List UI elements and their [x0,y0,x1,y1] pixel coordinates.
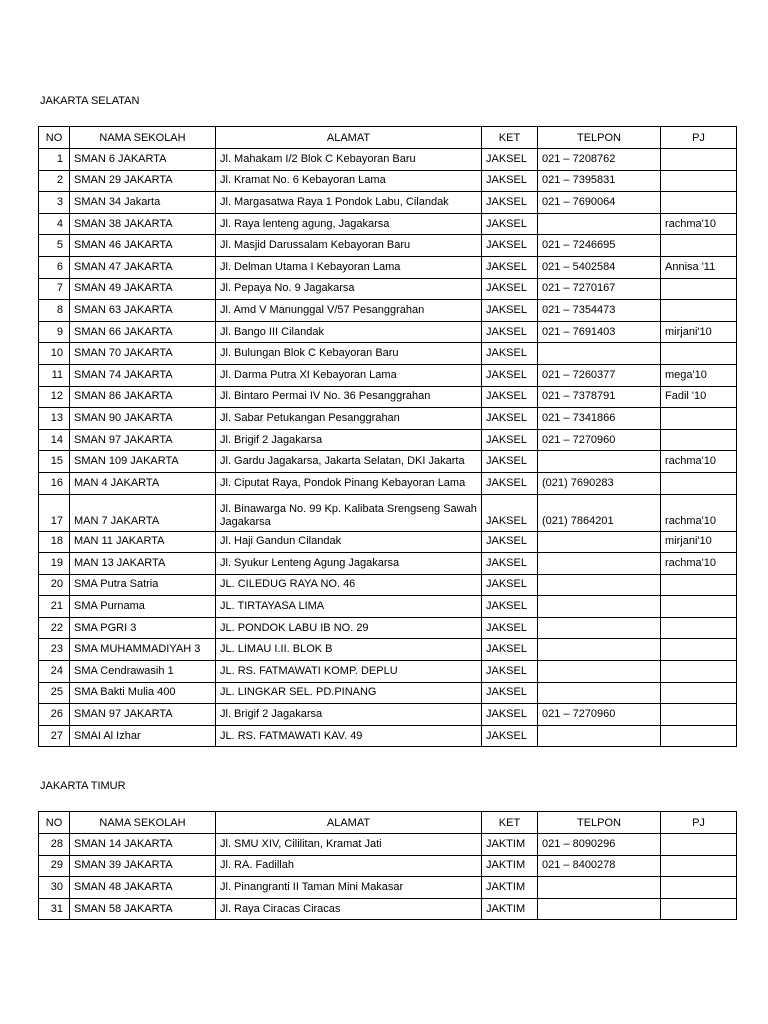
cell-no: 28 [39,834,70,856]
cell-nama-sekolah: SMAN 63 JAKARTA [70,300,216,322]
cell-telpon [538,343,661,365]
table-row [39,682,737,704]
header-ket: KET [482,127,538,149]
cell-pj [661,170,737,192]
cell-alamat: Jl. Ciputat Raya, Pondok Pinang Kebayoran Lama [216,472,482,494]
cell-ket: JAKTIM [482,877,538,899]
cell-pj [661,834,737,856]
cell-nama-sekolah: SMA Bakti Mulia 400 [70,682,216,704]
cell-nama-sekolah: SMA MUHAMMADIYAH 3 [70,639,216,661]
schools-table-jakarta-selatan [38,126,737,747]
cell-alamat: Jl. Syukur Lenteng Agung Jagakarsa [216,553,482,575]
cell-ket: JAKTIM [482,834,538,856]
cell-nama-sekolah: SMAN 58 JAKARTA [70,898,216,920]
cell-no: 10 [39,343,70,365]
cell-nama-sekolah: SMAN 109 JAKARTA [70,451,216,473]
cell-nama-sekolah: MAN 7 JAKARTA [70,494,216,531]
cell-alamat: Jl. Bintaro Permai IV No. 36 Pesanggrahan [216,386,482,408]
cell-ket: JAKSEL [482,278,538,300]
cell-pj [661,617,737,639]
cell-telpon: (021) 7864201 [538,494,661,531]
cell-alamat: Jl. Masjid Darussalam Kebayoran Baru [216,235,482,257]
cell-telpon [538,877,661,899]
cell-alamat: JL. CILEDUG RAYA NO. 46 [216,574,482,596]
cell-ket: JAKSEL [482,494,538,531]
cell-pj [661,429,737,451]
cell-ket: JAKSEL [482,617,538,639]
cell-no: 3 [39,192,70,214]
cell-pj: rachma'10 [661,494,737,531]
cell-nama-sekolah: SMA PGRI 3 [70,617,216,639]
cell-pj [661,898,737,920]
cell-no: 17 [39,494,70,531]
cell-no: 25 [39,682,70,704]
cell-alamat: JL. LINGKAR SEL. PD.PINANG [216,682,482,704]
cell-nama-sekolah: MAN 4 JAKARTA [70,472,216,494]
table-row [39,256,737,278]
cell-nama-sekolah: SMAN 39 JAKARTA [70,855,216,877]
cell-alamat: JL. RS. FATMAWATI KOMP. DEPLU [216,661,482,683]
cell-pj [661,235,737,257]
cell-telpon [538,639,661,661]
cell-nama-sekolah: SMAN 48 JAKARTA [70,877,216,899]
cell-pj [661,300,737,322]
table-row [39,639,737,661]
cell-ket: JAKSEL [482,661,538,683]
cell-alamat: Jl. Raya lenteng agung, Jagakarsa [216,213,482,235]
cell-telpon: 021 – 7246695 [538,235,661,257]
cell-telpon [538,596,661,618]
cell-telpon [538,617,661,639]
cell-telpon: (021) 7690283 [538,472,661,494]
cell-no: 9 [39,321,70,343]
header-no: NO [39,127,70,149]
table-row [39,343,737,365]
cell-ket: JAKSEL [482,235,538,257]
cell-alamat: Jl. Kramat No. 6 Kebayoran Lama [216,170,482,192]
cell-no: 7 [39,278,70,300]
header-no: NO [39,812,70,834]
header-pj: PJ [661,127,737,149]
cell-nama-sekolah: SMAN 74 JAKARTA [70,364,216,386]
cell-no: 27 [39,725,70,747]
cell-nama-sekolah: MAN 11 JAKARTA [70,531,216,553]
cell-telpon [538,553,661,575]
cell-telpon [538,682,661,704]
cell-no: 4 [39,213,70,235]
cell-nama-sekolah: SMA Cendrawasih 1 [70,661,216,683]
cell-ket: JAKSEL [482,213,538,235]
cell-telpon [538,898,661,920]
cell-alamat: Jl. Pinangranti II Taman Mini Makasar [216,877,482,899]
table-row [39,725,737,747]
cell-telpon [538,213,661,235]
cell-alamat: Jl. Haji Gandun Cilandak [216,531,482,553]
cell-telpon: 021 – 7691403 [538,321,661,343]
cell-ket: JAKSEL [482,192,538,214]
cell-telpon [538,725,661,747]
cell-nama-sekolah: SMAN 34 Jakarta [70,192,216,214]
cell-telpon: 021 – 7341866 [538,408,661,430]
cell-nama-sekolah: SMAN 29 JAKARTA [70,170,216,192]
cell-nama-sekolah: SMAN 38 JAKARTA [70,213,216,235]
cell-pj [661,661,737,683]
cell-no: 29 [39,855,70,877]
cell-telpon [538,574,661,596]
table-row [39,278,737,300]
cell-no: 23 [39,639,70,661]
cell-telpon: 021 – 7395831 [538,170,661,192]
cell-telpon: 021 – 7270960 [538,429,661,451]
table-row [39,596,737,618]
cell-nama-sekolah: SMAN 97 JAKARTA [70,429,216,451]
cell-nama-sekolah: SMAN 46 JAKARTA [70,235,216,257]
table-row [39,213,737,235]
table-row [39,531,737,553]
cell-pj [661,343,737,365]
section-title-jakarta-selatan: JAKARTA SELATAN [40,95,140,107]
cell-telpon: 021 – 7270167 [538,278,661,300]
table-row [39,192,737,214]
cell-nama-sekolah: SMA Putra Satria [70,574,216,596]
cell-no: 11 [39,364,70,386]
table-row [39,170,737,192]
section-title-jakarta-timur: JAKARTA TIMUR [40,780,126,792]
cell-telpon: 021 – 7260377 [538,364,661,386]
cell-pj: Fadil '10 [661,386,737,408]
schools-table-jakarta-timur [38,811,737,920]
cell-telpon [538,451,661,473]
cell-telpon: 021 – 7270960 [538,704,661,726]
cell-no: 31 [39,898,70,920]
header-nama-sekolah: NAMA SEKOLAH [70,127,216,149]
table-row [39,617,737,639]
cell-nama-sekolah: MAN 13 JAKARTA [70,553,216,575]
cell-no: 22 [39,617,70,639]
cell-alamat: Jl. Darma Putra XI Kebayoran Lama [216,364,482,386]
cell-alamat: Jl. Amd V Manunggal V/57 Pesanggrahan [216,300,482,322]
header-telpon: TELPON [538,127,661,149]
cell-no: 6 [39,256,70,278]
cell-ket: JAKSEL [482,574,538,596]
cell-nama-sekolah: SMAN 90 JAKARTA [70,408,216,430]
cell-nama-sekolah: SMA Purnama [70,596,216,618]
cell-no: 12 [39,386,70,408]
cell-ket: JAKSEL [482,170,538,192]
cell-ket: JAKSEL [482,256,538,278]
table-header-row [39,127,737,149]
cell-telpon: 021 – 7354473 [538,300,661,322]
cell-pj [661,408,737,430]
cell-ket: JAKSEL [482,704,538,726]
cell-alamat: JL. LIMAU I.II. BLOK B [216,639,482,661]
table-row [39,429,737,451]
cell-pj [661,682,737,704]
cell-alamat: Jl. Mahakam I/2 Blok C Kebayoran Baru [216,149,482,171]
table-row [39,321,737,343]
cell-alamat: JL. RS. FATMAWATI KAV. 49 [216,725,482,747]
cell-pj: mirjani'10 [661,531,737,553]
cell-pj [661,725,737,747]
cell-nama-sekolah: SMAN 49 JAKARTA [70,278,216,300]
cell-nama-sekolah: SMAN 86 JAKARTA [70,386,216,408]
table-row [39,408,737,430]
cell-ket: JAKSEL [482,300,538,322]
cell-alamat: Jl. Margasatwa Raya 1 Pondok Labu, Cilandak [216,192,482,214]
table-row [39,898,737,920]
cell-pj [661,639,737,661]
cell-no: 15 [39,451,70,473]
cell-nama-sekolah: SMAN 66 JAKARTA [70,321,216,343]
cell-nama-sekolah: SMAN 97 JAKARTA [70,704,216,726]
cell-no: 2 [39,170,70,192]
table-row [39,494,737,531]
cell-no: 18 [39,531,70,553]
cell-no: 30 [39,877,70,899]
cell-alamat: JL. TIRTAYASA LIMA [216,596,482,618]
cell-telpon [538,531,661,553]
cell-alamat: Jl. RA. Fadillah [216,855,482,877]
cell-alamat: Jl. Delman Utama I Kebayoran Lama [216,256,482,278]
cell-no: 8 [39,300,70,322]
cell-alamat: Jl. Binawarga No. 99 Kp. Kalibata Srengseng Sawah Jagakarsa [216,494,482,531]
cell-pj [661,278,737,300]
cell-alamat: Jl. Bulungan Blok C Kebayoran Baru [216,343,482,365]
header-alamat: ALAMAT [216,127,482,149]
header-alamat: ALAMAT [216,812,482,834]
table-row [39,553,737,575]
table-row [39,574,737,596]
table-row [39,855,737,877]
cell-pj [661,704,737,726]
cell-pj [661,596,737,618]
cell-ket: JAKSEL [482,386,538,408]
cell-ket: JAKSEL [482,553,538,575]
cell-ket: JAKTIM [482,855,538,877]
cell-telpon: 021 – 5402584 [538,256,661,278]
cell-telpon [538,661,661,683]
cell-ket: JAKTIM [482,898,538,920]
cell-telpon: 021 – 7378791 [538,386,661,408]
cell-alamat: Jl. Sabar Petukangan Pesanggrahan [216,408,482,430]
cell-no: 21 [39,596,70,618]
table-row [39,661,737,683]
cell-alamat: Jl. Bango III Cilandak [216,321,482,343]
cell-no: 16 [39,472,70,494]
cell-pj [661,574,737,596]
cell-pj [661,149,737,171]
cell-alamat: Jl. Pepaya No. 9 Jagakarsa [216,278,482,300]
cell-ket: JAKSEL [482,451,538,473]
cell-no: 13 [39,408,70,430]
cell-ket: JAKSEL [482,531,538,553]
cell-no: 24 [39,661,70,683]
cell-pj: mirjani'10 [661,321,737,343]
cell-alamat: JL. PONDOK LABU IB NO. 29 [216,617,482,639]
table-row [39,834,737,856]
cell-nama-sekolah: SMAN 70 JAKARTA [70,343,216,365]
table-row [39,364,737,386]
cell-alamat: Jl. Brigif 2 Jagakarsa [216,429,482,451]
cell-pj: mega'10 [661,364,737,386]
cell-no: 19 [39,553,70,575]
cell-alamat: Jl. Raya Ciracas Ciracas [216,898,482,920]
cell-ket: JAKSEL [482,408,538,430]
table-row [39,386,737,408]
cell-nama-sekolah: SMAN 47 JAKARTA [70,256,216,278]
table-row [39,472,737,494]
cell-telpon: 021 – 7690064 [538,192,661,214]
cell-ket: JAKSEL [482,364,538,386]
cell-pj [661,855,737,877]
table-header-row [39,812,737,834]
cell-telpon: 021 – 8400278 [538,855,661,877]
table-row [39,149,737,171]
cell-ket: JAKSEL [482,472,538,494]
table-row [39,877,737,899]
cell-ket: JAKSEL [482,321,538,343]
table-row [39,235,737,257]
cell-telpon: 021 – 7208762 [538,149,661,171]
cell-alamat: Jl. Gardu Jagakarsa, Jakarta Selatan, DKI Jakarta [216,451,482,473]
table-row [39,451,737,473]
table-row [39,300,737,322]
cell-ket: JAKSEL [482,596,538,618]
cell-pj: rachma'10 [661,213,737,235]
cell-ket: JAKSEL [482,725,538,747]
cell-pj: rachma'10 [661,553,737,575]
cell-no: 20 [39,574,70,596]
cell-ket: JAKSEL [482,682,538,704]
cell-pj: Annisa '11 [661,256,737,278]
header-pj: PJ [661,812,737,834]
cell-nama-sekolah: SMAN 6 JAKARTA [70,149,216,171]
cell-no: 14 [39,429,70,451]
cell-no: 5 [39,235,70,257]
cell-ket: JAKSEL [482,149,538,171]
cell-alamat: Jl. SMU XIV, Cililitan, Kramat Jati [216,834,482,856]
cell-pj [661,472,737,494]
cell-ket: JAKSEL [482,429,538,451]
cell-pj [661,877,737,899]
cell-no: 26 [39,704,70,726]
cell-alamat: Jl. Brigif 2 Jagakarsa [216,704,482,726]
header-ket: KET [482,812,538,834]
cell-ket: JAKSEL [482,639,538,661]
cell-nama-sekolah: SMAN 14 JAKARTA [70,834,216,856]
cell-no: 1 [39,149,70,171]
cell-pj: rachma'10 [661,451,737,473]
cell-pj [661,192,737,214]
cell-ket: JAKSEL [482,343,538,365]
cell-nama-sekolah: SMAI Al Izhar [70,725,216,747]
table-row [39,704,737,726]
cell-telpon: 021 – 8090296 [538,834,661,856]
header-nama-sekolah: NAMA SEKOLAH [70,812,216,834]
header-telpon: TELPON [538,812,661,834]
